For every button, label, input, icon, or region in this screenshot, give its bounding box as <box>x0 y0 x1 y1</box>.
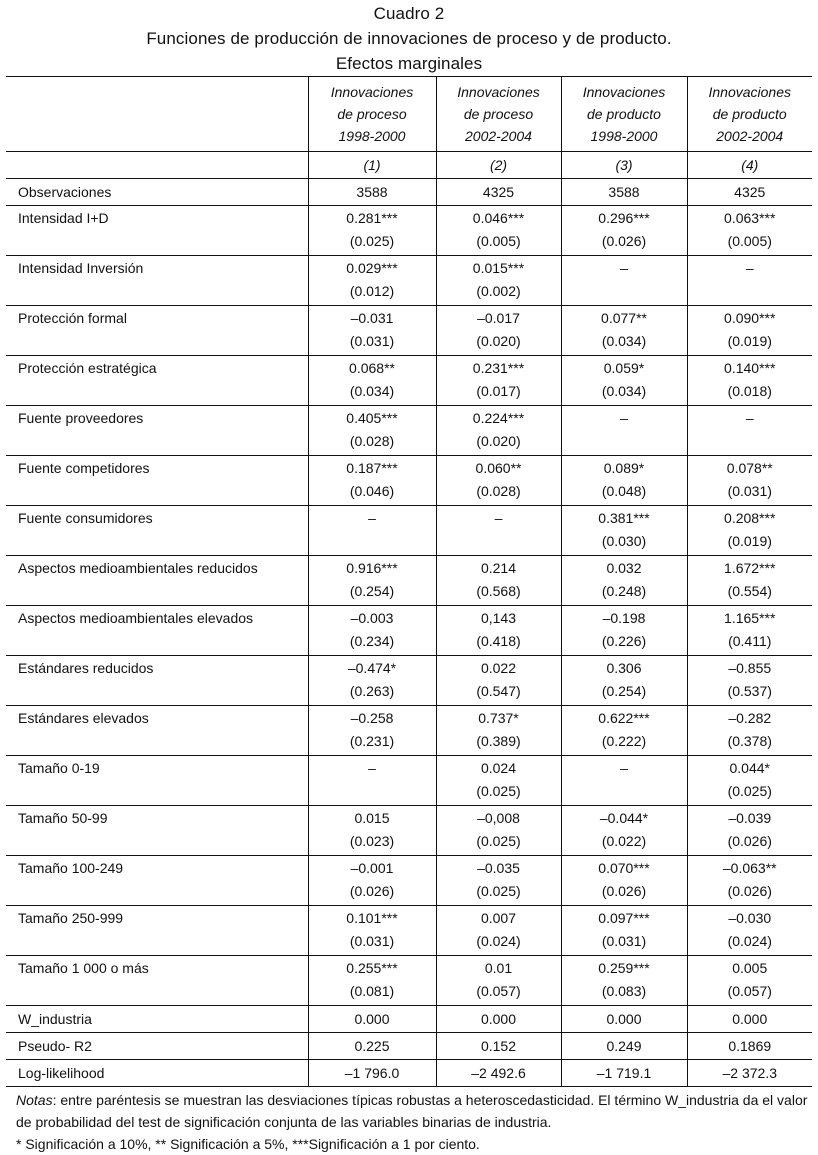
value-cell <box>687 856 812 906</box>
value-cell <box>561 506 687 556</box>
table-row <box>6 306 812 356</box>
value-cell <box>687 406 812 456</box>
coefficient: 0.281*** <box>346 210 398 226</box>
coefficient: –0.035 <box>477 860 520 876</box>
value-cell <box>436 206 561 256</box>
coefficient: – <box>494 510 503 526</box>
column-number: (4) <box>687 152 812 179</box>
column-number: (2) <box>436 152 561 179</box>
standard-error: (0.263) <box>349 683 395 699</box>
standard-error: (0.031) <box>349 933 395 949</box>
value-cell <box>436 806 561 856</box>
row-label: Fuente proveedores <box>18 410 144 426</box>
value-cell <box>308 556 436 606</box>
standard-error: (0.019) <box>727 333 772 349</box>
value-cell <box>687 456 812 506</box>
value-cell <box>436 906 561 956</box>
value-cell <box>561 956 687 1006</box>
value-cell <box>436 406 561 456</box>
standard-error <box>562 780 687 803</box>
standard-error: (0.002) <box>476 283 521 299</box>
standard-error: (0.081) <box>349 983 395 999</box>
column-header: Innovaciones de proceso 1998-2000 <box>308 77 436 152</box>
coefficient: –0,008 <box>477 810 520 826</box>
row-label: Fuente consumidores <box>18 510 153 526</box>
standard-error <box>309 530 436 553</box>
standard-error: (0.024) <box>476 933 521 949</box>
coefficient: –1 796.0 <box>344 1065 400 1081</box>
table-row <box>6 1060 812 1087</box>
standard-error: (0.057) <box>727 983 772 999</box>
coefficient: 0.015*** <box>472 260 525 276</box>
standard-error: (0.025) <box>476 783 521 799</box>
value-cell <box>561 256 687 306</box>
coefficient: 0.140*** <box>724 360 776 376</box>
standard-error: (0.026) <box>601 233 647 249</box>
coefficient: 0.044* <box>729 760 770 776</box>
standard-error: (0.026) <box>727 833 772 849</box>
coefficient: 0.622*** <box>598 710 650 726</box>
table-row <box>6 656 812 706</box>
standard-error: (0.018) <box>727 383 772 399</box>
coefficient: 4325 <box>734 184 766 200</box>
table-row <box>6 206 812 256</box>
standard-error: (0.030) <box>601 533 647 549</box>
coefficient: 0.101*** <box>346 910 398 926</box>
row-label: Protección estratégica <box>18 360 157 376</box>
significance-note: * Significación a 10%, ** Significación a 5%, ***Significación a 1 por ciento. <box>16 1136 480 1152</box>
standard-error <box>437 530 561 553</box>
row-label: Tamaño 1 000 o más <box>18 960 149 976</box>
value-cell <box>436 656 561 706</box>
coefficient: 0,143 <box>480 610 517 626</box>
table-title-block <box>0 0 818 76</box>
table-notes <box>0 1089 818 1155</box>
coefficient: –0.039 <box>728 810 772 826</box>
value-cell <box>308 1006 436 1033</box>
table-row <box>6 756 812 806</box>
header-empty <box>6 77 308 152</box>
table-row <box>6 906 812 956</box>
standard-error: (0.028) <box>349 433 395 449</box>
standard-error: (0.031) <box>349 333 395 349</box>
coefficient: 0.059* <box>603 360 645 376</box>
coefficient: 0.000 <box>606 1011 642 1027</box>
standard-error: (0.057) <box>476 983 521 999</box>
value-cell <box>308 656 436 706</box>
standard-error: (0.418) <box>476 633 521 649</box>
coefficient: 0.225 <box>354 1038 390 1054</box>
table-row <box>6 406 812 456</box>
coefficient: 0.078** <box>726 460 773 476</box>
coefficient: –0.001 <box>350 860 394 876</box>
table-row <box>6 606 812 656</box>
table-row <box>6 806 812 856</box>
coefficient: 0.259*** <box>598 960 650 976</box>
value-cell <box>436 706 561 756</box>
coefficient: –0.030 <box>728 910 772 926</box>
row-label: Protección formal <box>18 310 127 326</box>
standard-error: (0.254) <box>349 583 395 599</box>
coefficient: 0.000 <box>354 1011 390 1027</box>
value-cell <box>561 179 687 206</box>
table-row <box>6 356 812 406</box>
standard-error: (0.017) <box>476 383 521 399</box>
value-cell <box>308 456 436 506</box>
value-cell <box>561 406 687 456</box>
notes-text: : entre paréntesis se muestran las desviaciones típicas robustas a heteroscedasticidad. El término W_industria da el valor de probabilidad del test de significación conjunta de las variables binarias de industria. <box>16 1092 808 1130</box>
standard-error: (0.048) <box>601 483 647 499</box>
standard-error: (0.248) <box>601 583 647 599</box>
standard-error: (0.231) <box>349 733 395 749</box>
value-cell <box>561 1060 687 1087</box>
value-cell <box>436 306 561 356</box>
standard-error: (0.034) <box>601 383 647 399</box>
standard-error: (0.411) <box>728 633 772 649</box>
value-cell <box>308 406 436 456</box>
standard-error: (0.020) <box>476 433 521 449</box>
value-cell <box>687 556 812 606</box>
row-label: Estándares reducidos <box>18 660 154 676</box>
coefficient: 0.000 <box>480 1011 517 1027</box>
value-cell <box>436 506 561 556</box>
value-cell <box>687 956 812 1006</box>
row-label: Aspectos medioambientales elevados <box>18 610 254 626</box>
coefficient: – <box>368 760 376 776</box>
table-row <box>6 179 812 206</box>
standard-error: (0.005) <box>476 233 521 249</box>
standard-error: (0.378) <box>727 733 772 749</box>
column-header: Innovaciones de producto 2002-2004 <box>687 77 812 152</box>
standard-error: (0.046) <box>349 483 395 499</box>
value-cell <box>561 356 687 406</box>
coefficient: – <box>368 510 376 526</box>
coefficient: 3588 <box>608 184 640 200</box>
row-label: Observaciones <box>18 184 112 200</box>
coefficient: 0.231*** <box>472 360 525 376</box>
value-cell <box>436 256 561 306</box>
coefficient: 0.024 <box>480 760 517 776</box>
value-cell <box>436 179 561 206</box>
row-label: Tamaño 50-99 <box>18 810 108 826</box>
coefficient: 0.007 <box>480 910 517 926</box>
coefficient: –0.282 <box>728 710 772 726</box>
coefficient: – <box>620 760 628 776</box>
standard-error: (0.031) <box>601 933 647 949</box>
value-cell <box>687 256 812 306</box>
coefficient: 0.255*** <box>346 960 398 976</box>
coefficient: 1.672*** <box>724 560 776 576</box>
coefficient: 0.916*** <box>346 560 398 576</box>
notes-paragraph <box>16 1089 810 1133</box>
row-label: Tamaño 250-999 <box>18 910 124 926</box>
table-row <box>6 706 812 756</box>
coefficient: 0.090*** <box>724 310 776 326</box>
table-body <box>6 179 812 1087</box>
coefficient: 0.022 <box>480 660 517 676</box>
value-cell <box>687 179 812 206</box>
row-label: Estándares elevados <box>18 710 149 726</box>
row-label: Log-likelihood <box>18 1065 105 1081</box>
value-cell <box>561 456 687 506</box>
coefficient: – <box>620 260 628 276</box>
standard-error <box>562 430 687 453</box>
value-cell <box>687 706 812 756</box>
value-cell <box>308 906 436 956</box>
value-cell <box>687 806 812 856</box>
row-label: Aspectos medioambientales reducidos <box>18 560 258 576</box>
coefficient: 0.208*** <box>724 510 776 526</box>
coefficient: 0.306 <box>606 660 642 676</box>
table-row <box>6 556 812 606</box>
value-cell <box>561 656 687 706</box>
value-cell <box>308 206 436 256</box>
standard-error: (0.020) <box>476 333 521 349</box>
coefficient: 0.214 <box>480 560 517 576</box>
value-cell <box>687 206 812 256</box>
coefficient: –0.044* <box>599 810 649 826</box>
table-row <box>6 456 812 506</box>
coefficient: 0.060** <box>475 460 522 476</box>
coefficient: –0.063** <box>722 860 777 876</box>
value-cell <box>561 806 687 856</box>
standard-error: (0.547) <box>476 683 521 699</box>
table-row <box>6 1033 812 1060</box>
coefficient: –2 492.6 <box>471 1065 526 1081</box>
standard-error: (0.023) <box>349 833 395 849</box>
standard-error: (0.028) <box>476 483 521 499</box>
coefficient: 0.029*** <box>346 260 398 276</box>
coefficient: 4325 <box>482 184 515 200</box>
coefficient: 0.381*** <box>598 510 650 526</box>
standard-error: (0.019) <box>727 533 772 549</box>
value-cell <box>308 306 436 356</box>
coefficient: 0.063*** <box>724 210 776 226</box>
column-header: Innovaciones de producto 1998-2000 <box>561 77 687 152</box>
standard-error <box>688 280 813 303</box>
value-cell <box>436 556 561 606</box>
standard-error: (0.234) <box>349 633 395 649</box>
value-cell <box>561 556 687 606</box>
table-title: Funciones de producción de innovaciones de proceso y de producto. <box>146 29 672 48</box>
value-cell <box>687 306 812 356</box>
coefficient: 1.165*** <box>724 610 776 626</box>
coefficient: – <box>745 260 754 276</box>
value-cell <box>436 1060 561 1087</box>
value-cell <box>561 606 687 656</box>
table-subtitle: Efectos marginales <box>335 54 483 73</box>
coefficient: 0.1869 <box>728 1038 772 1054</box>
value-cell <box>687 656 812 706</box>
value-cell <box>308 356 436 406</box>
value-cell <box>561 706 687 756</box>
notes-label: Notas <box>16 1092 53 1108</box>
table-row <box>6 956 812 1006</box>
standard-error: (0.554) <box>727 583 772 599</box>
row-label: Intensidad Inversión <box>18 260 144 276</box>
coefficient: –0.003 <box>350 610 394 626</box>
coefficient: 3588 <box>356 184 388 200</box>
value-cell <box>308 956 436 1006</box>
table-number: Cuadro 2 <box>373 4 445 23</box>
value-cell <box>436 856 561 906</box>
table-row <box>6 506 812 556</box>
table-row <box>6 1006 812 1033</box>
coefficient: –0.017 <box>477 310 520 326</box>
standard-error: (0.226) <box>601 633 647 649</box>
coefficient: 0.224*** <box>472 410 525 426</box>
value-cell <box>561 1006 687 1033</box>
standard-error: (0.024) <box>727 933 772 949</box>
standard-error: (0.022) <box>601 833 647 849</box>
value-cell <box>687 1060 812 1087</box>
value-cell <box>561 756 687 806</box>
value-cell <box>308 179 436 206</box>
value-cell <box>687 756 812 806</box>
table-row <box>6 256 812 306</box>
standard-error: (0.389) <box>476 733 521 749</box>
standard-error <box>309 780 436 803</box>
value-cell <box>687 906 812 956</box>
standard-error: (0.254) <box>601 683 647 699</box>
value-cell <box>687 1033 812 1060</box>
number-row-empty <box>6 152 308 179</box>
value-cell <box>687 356 812 406</box>
row-label: Tamaño 100-249 <box>18 860 124 876</box>
standard-error: (0.537) <box>727 683 772 699</box>
coefficient: – <box>745 410 754 426</box>
value-cell <box>436 606 561 656</box>
coefficient: 0.005 <box>732 960 768 976</box>
value-cell <box>308 1060 436 1087</box>
standard-error: (0.025) <box>476 833 521 849</box>
coefficient: 0.089* <box>603 460 645 476</box>
coefficient: 0.032 <box>606 560 642 576</box>
standard-error: (0.005) <box>727 233 772 249</box>
standard-error <box>688 430 813 453</box>
coefficient: 0.000 <box>732 1011 768 1027</box>
value-cell <box>308 506 436 556</box>
row-label: Intensidad I+D <box>18 210 109 226</box>
standard-error: (0.025) <box>727 783 772 799</box>
column-number: (1) <box>308 152 436 179</box>
value-cell <box>436 456 561 506</box>
standard-error: (0.026) <box>727 883 772 899</box>
value-cell <box>436 1033 561 1060</box>
value-cell <box>436 756 561 806</box>
value-cell <box>308 256 436 306</box>
standard-error: (0.083) <box>601 983 647 999</box>
value-cell <box>561 206 687 256</box>
coefficient: 0.152 <box>480 1038 517 1054</box>
value-cell <box>687 606 812 656</box>
value-cell <box>687 506 812 556</box>
coefficient: 0.070*** <box>598 860 650 876</box>
standard-error: (0.026) <box>601 883 647 899</box>
value-cell <box>308 706 436 756</box>
standard-error: (0.222) <box>601 733 647 749</box>
coefficient: 0.068** <box>349 360 395 376</box>
coefficient: 0.737* <box>478 710 519 726</box>
value-cell <box>436 356 561 406</box>
value-cell <box>308 856 436 906</box>
coefficient: –0.031 <box>350 310 394 326</box>
value-cell <box>308 756 436 806</box>
standard-error: (0.568) <box>476 583 521 599</box>
column-number: (3) <box>561 152 687 179</box>
standard-error: (0.034) <box>349 383 395 399</box>
standard-error: (0.031) <box>727 483 772 499</box>
value-cell <box>436 1006 561 1033</box>
row-label: Tamaño 0-19 <box>18 760 100 776</box>
coefficient: 0.097*** <box>598 910 650 926</box>
value-cell <box>308 1033 436 1060</box>
value-cell <box>687 1006 812 1033</box>
coefficient: 0.015 <box>354 810 390 826</box>
value-cell <box>436 956 561 1006</box>
table-row <box>6 856 812 906</box>
column-header: Innovaciones de proceso 2002-2004 <box>436 77 561 152</box>
value-cell <box>308 806 436 856</box>
coefficient: 0.249 <box>606 1038 642 1054</box>
row-label: W_industria <box>18 1011 92 1027</box>
row-label: Pseudo- R2 <box>18 1038 92 1054</box>
coefficient: –0.474* <box>347 660 397 676</box>
coefficient: –0.258 <box>350 710 394 726</box>
coefficient: 0.046*** <box>472 210 525 226</box>
standard-error: (0.026) <box>349 883 395 899</box>
coefficient: 0.187*** <box>346 460 398 476</box>
standard-error: (0.025) <box>476 883 521 899</box>
standard-error: (0.025) <box>349 233 395 249</box>
row-label: Fuente competidores <box>18 460 150 476</box>
value-cell <box>561 306 687 356</box>
coefficient: –0.198 <box>602 610 646 626</box>
coefficient: –0.855 <box>728 660 772 676</box>
results-table <box>6 76 812 1087</box>
standard-error: (0.012) <box>349 283 395 299</box>
value-cell <box>561 906 687 956</box>
value-cell <box>308 606 436 656</box>
value-cell <box>561 1033 687 1060</box>
coefficient: – <box>620 410 628 426</box>
coefficient: –2 372.3 <box>722 1065 777 1081</box>
coefficient: –1 719.1 <box>596 1065 652 1081</box>
standard-error <box>562 280 687 303</box>
coefficient: 0.01 <box>484 960 513 976</box>
value-cell <box>561 856 687 906</box>
coefficient: 0.077** <box>601 310 647 326</box>
coefficient: 0.405*** <box>346 410 398 426</box>
standard-error: (0.034) <box>601 333 647 349</box>
coefficient: 0.296*** <box>598 210 650 226</box>
